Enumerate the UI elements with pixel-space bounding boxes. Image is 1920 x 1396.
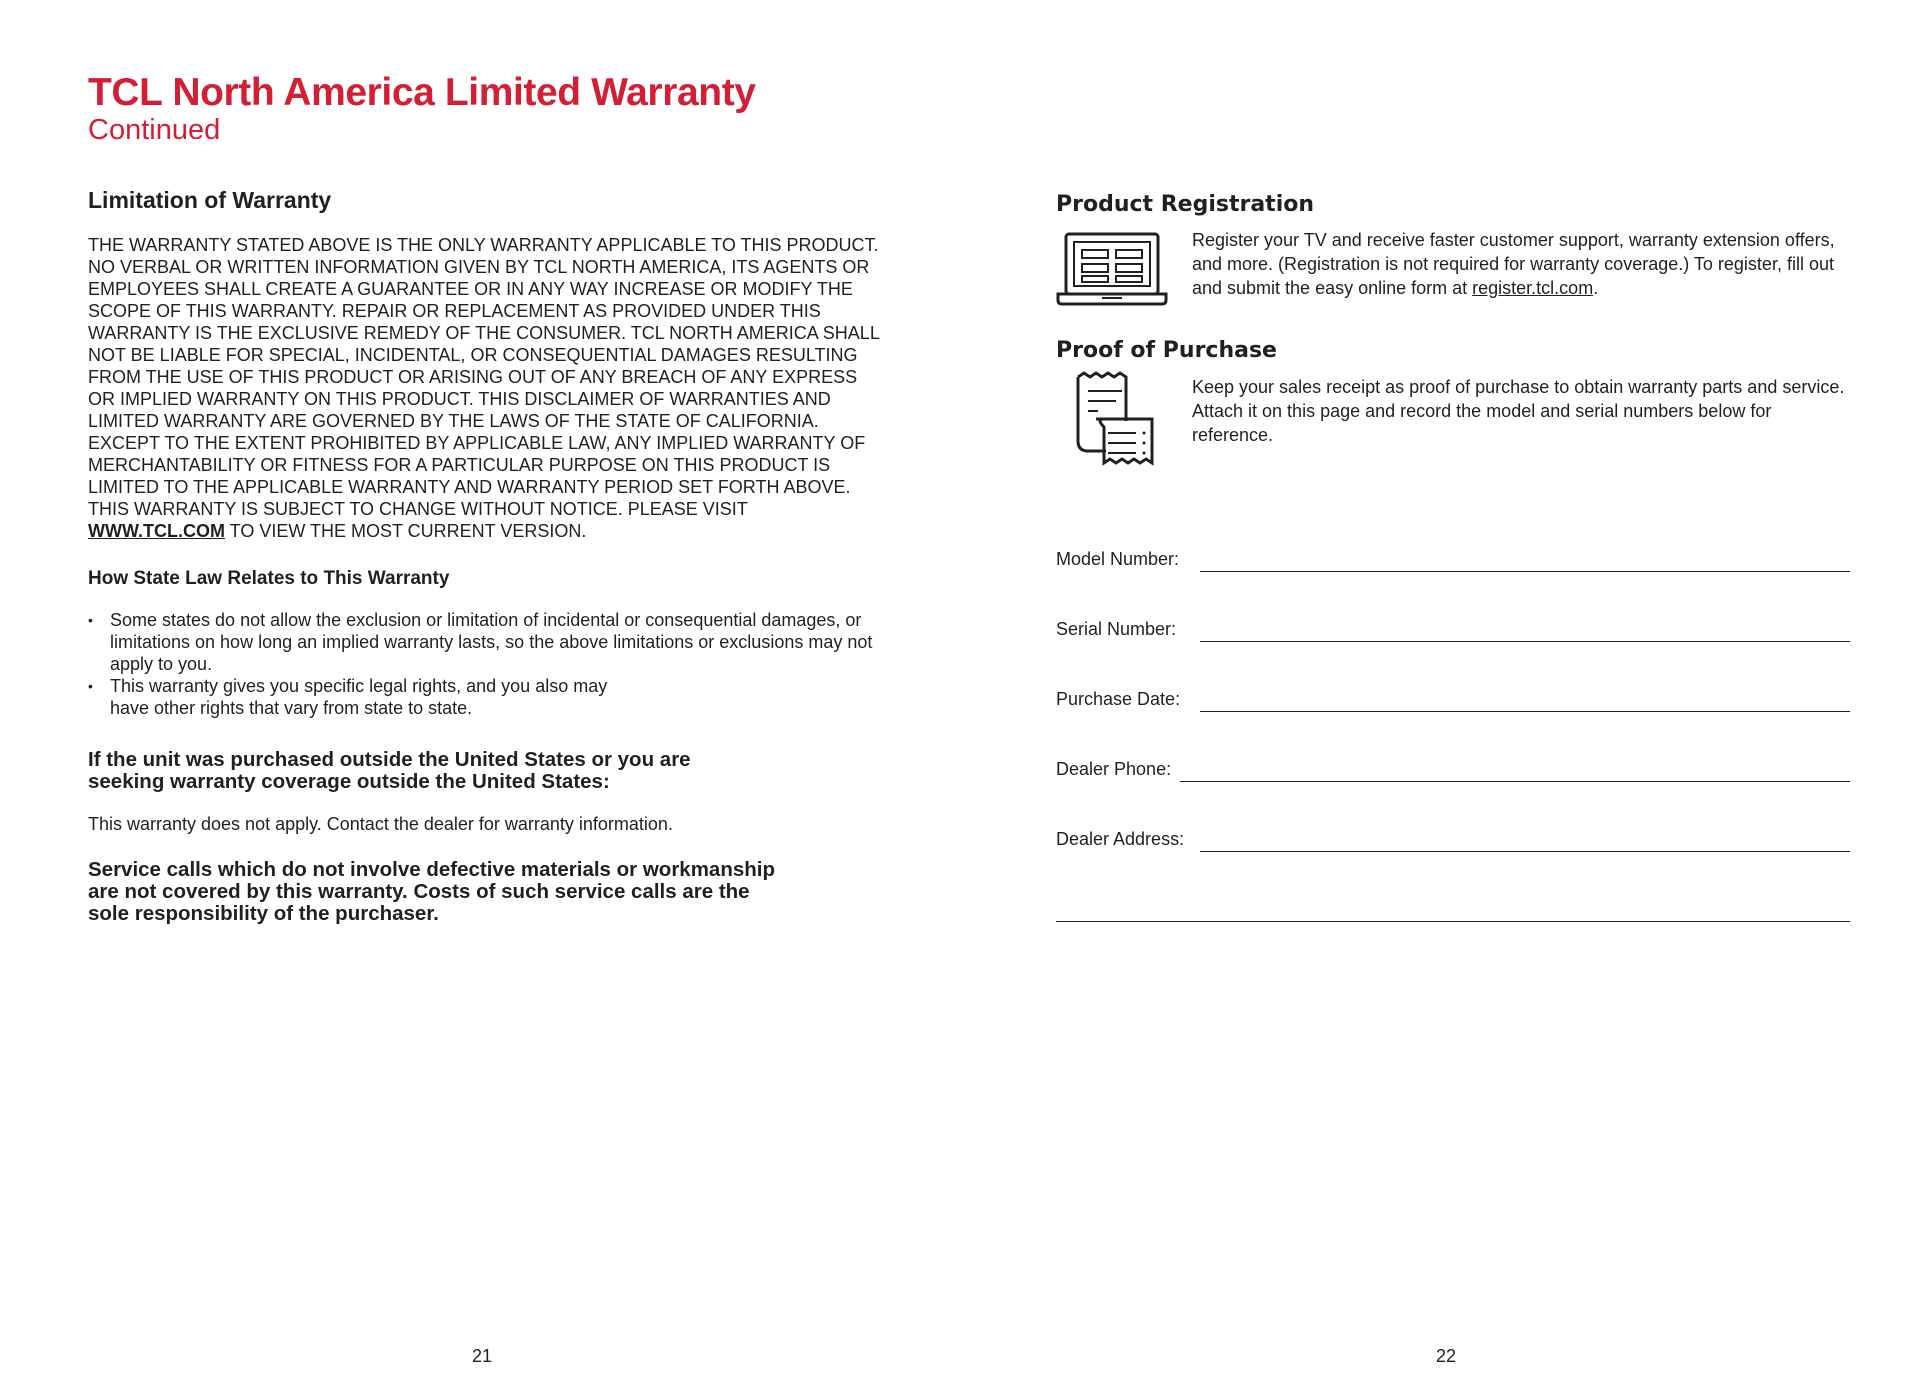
registration-heading: Product Registration — [1056, 192, 1315, 217]
proof-heading: Proof of Purchase — [1056, 338, 1277, 364]
dealer-address-label: Dealer Address: — [1056, 829, 1185, 849]
receipt-icon — [1056, 371, 1168, 467]
proof-body: Keep your sales receipt as proof of purchase to obtain warranty parts and service. Attach it on this page and record the model and serial numbers below for reference. — [1192, 376, 1845, 445]
dealer-phone-field[interactable] — [1056, 752, 1850, 782]
list-item: • Some states do not allow the exclusion or limitation of incidental or consequential damages, or limitations on how long an implied warranty lasts, so the above limitations or exclusions may not apply to you. — [88, 609, 888, 675]
state-law-list — [88, 609, 888, 719]
registration-body: Register your TV and receive faster customer support, warranty extension offers, and more. (Registration is not required for warranty coverage.) To register, fill out and submit the easy online form at register.tcl.com. — [1192, 230, 1835, 299]
serial-number-label: Serial Number: — [1056, 619, 1177, 639]
service-calls-notice: Service calls which do not involve defective materials or workmanship are not covered by this warranty. Costs of such service calls are the sole responsibility of the purchaser. — [88, 858, 775, 926]
state-law-heading: How State Law Relates to This Warranty — [88, 568, 450, 590]
serial-number-line[interactable] — [1200, 641, 1850, 642]
limitation-heading: Limitation of Warranty — [88, 186, 332, 213]
page-title: TCL North America Limited Warranty — [88, 71, 756, 114]
purchase-date-field[interactable] — [1056, 682, 1850, 712]
left-page — [88, 72, 888, 925]
laptop-registration-icon — [1056, 228, 1168, 308]
dealer-phone-label: Dealer Phone: — [1056, 759, 1172, 779]
right-page — [1056, 192, 1850, 849]
serial-number-field[interactable] — [1056, 612, 1850, 642]
dealer-phone-line[interactable] — [1180, 781, 1850, 782]
list-item: • This warranty gives you specific legal rights, and you also may have other rights that vary from state to state. — [88, 675, 630, 719]
purchase-date-line[interactable] — [1200, 711, 1850, 712]
registration-link[interactable]: register.tcl.com — [1472, 278, 1594, 299]
registration-section — [1056, 228, 1850, 308]
dealer-address-extra-line[interactable] — [1056, 921, 1850, 922]
page-number-right: 22 — [1436, 1346, 1457, 1366]
dealer-address-field[interactable] — [1056, 822, 1850, 852]
proof-section — [1056, 371, 1850, 467]
page-number-left: 21 — [472, 1346, 493, 1366]
model-number-line[interactable] — [1200, 571, 1850, 572]
outside-us-body: This warranty does not apply. Contact the dealer for warranty information. — [88, 814, 673, 835]
tcl-website-link[interactable]: WWW.TCL.COM — [88, 521, 225, 542]
model-number-label: Model Number: — [1056, 549, 1180, 569]
limitation-body: THE WARRANTY STATED ABOVE IS THE ONLY WARRANTY APPLICABLE TO THIS PRODUCT. NO VERBAL OR WRITTEN INFORMATION GIVEN BY TCL NORTH AMERICA, ITS AGENTS OR EMPLOYEES SHALL CREATE A GUARANTEE OR IN ANY WAY INCREASE OR MODIFY THE SCOPE OF THIS WARRANTY. REPAIR OR REPLACEMENT AS PROVIDED UNDER THIS WARRANTY IS THE EXCLUSIVE REMEDY OF THE CONSUMER. TCL NORTH AMERICA SHALL NOT BE LIABLE FOR SPECIAL, INCIDENTAL, OR CONSEQUENTIAL DAMAGES RESULTING FROM THE USE OF THIS PRODUCT OR ARISING OUT OF ANY BREACH OF ANY EXPRESS OR IMPLIED WARRANTY ON THIS PRODUCT. THIS DISCLAIMER OF WARRANTIES AND LIMITED WARRANTY ARE GOVERNED BY THE LAWS OF THE STATE OF CALIFORNIA. EXCEPT TO THE EXTENT PROHIBITED BY APPLICABLE LAW, ANY IMPLIED WARRANTY OF MERCHANTABILITY OR FITNESS FOR A PARTICULAR PURPOSE ON THIS PRODUCT IS LIMITED TO THE APPLICABLE WARRANTY AND WARRANTY PERIOD SET FORTH ABOVE. THIS WARRANTY IS SUBJECT TO CHANGE WITHOUT NOTICE. PLEASE VISIT WWW.TCL.COM TO VIEW THE MOST CURRENT VERSION. — [88, 235, 880, 542]
page-subtitle: Continued — [88, 113, 221, 146]
dealer-address-extra-field[interactable] — [1056, 892, 1850, 922]
dealer-address-line[interactable] — [1200, 851, 1850, 852]
purchase-date-label: Purchase Date: — [1056, 689, 1181, 709]
model-number-field[interactable] — [1056, 542, 1850, 572]
outside-us-heading: If the unit was purchased outside the United States or you are seeking warranty coverage outside the United States: — [88, 748, 691, 794]
